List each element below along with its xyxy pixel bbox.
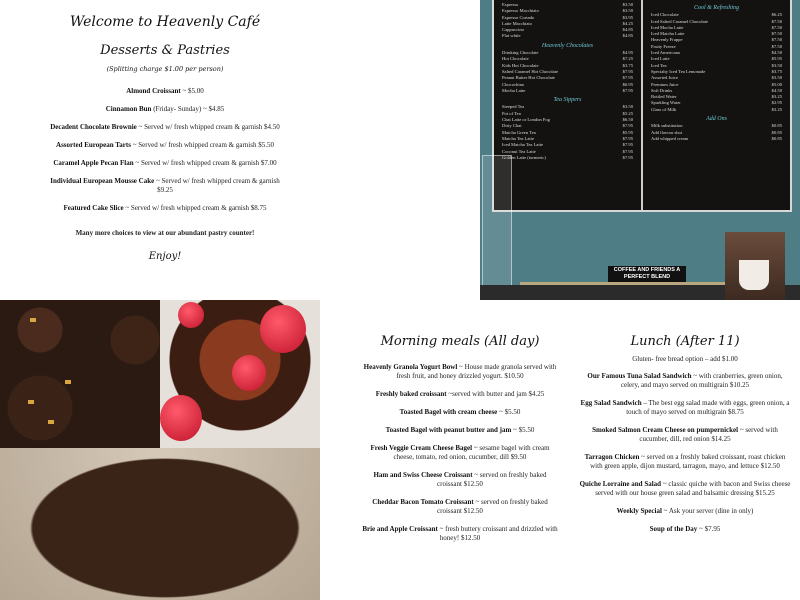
menu-item [362, 471, 558, 489]
menu-item [362, 363, 558, 381]
board-item-price: $3.50 [771, 62, 782, 68]
board-item-price: $4.85 [622, 33, 633, 39]
board-item-price: $3.50 [622, 2, 633, 7]
board-item-price: $4.25 [622, 20, 633, 26]
item-description: ~ $5.50 [511, 426, 535, 434]
splitting-note: (Splitting charge $1.00 per person) [106, 65, 224, 73]
item-name: Our Famous Tuna Salad Sandwich [587, 372, 692, 380]
item-name: Fresh Veggie Cream Cheese Bagel [370, 444, 473, 452]
item-description: ~ $7.95 [697, 525, 721, 533]
board-item-name: Iced Latte [651, 56, 670, 62]
menu-board [492, 0, 792, 212]
board-item-price: $6.50 [622, 117, 633, 123]
desserts-heading: Desserts & Pastries [100, 43, 230, 58]
board-item-name: Add whipped cream [651, 135, 689, 141]
item-name: Smoked Salmon Cream Cheese on pumpernickel [592, 426, 739, 434]
menu-item [362, 444, 558, 462]
board-item-price: $7.50 [771, 43, 782, 49]
item-description: ~ Served w/ fresh whipped cream & garnish $7.00 [133, 159, 277, 167]
cool-refreshing-heading: Cool & Refreshing [693, 5, 740, 11]
gluten-free-note: Gluten- free bread option – add $1.00 [632, 355, 738, 363]
board-item-name: Espresso Macchiato [502, 8, 539, 14]
item-name: Soup of the Day [649, 525, 698, 533]
board-item-price: $4.85 [622, 27, 633, 33]
board-item-price: $7.95 [622, 75, 633, 81]
board-item-price: $7.95 [622, 123, 633, 129]
item-description: ~ served with cucumber, dill, red onion $14.25 [639, 426, 778, 443]
board-item-price: $3.75 [622, 62, 633, 68]
board-item-price: $5.00 [771, 81, 782, 87]
menu-item [40, 87, 290, 96]
morning-heading: Morning meals (All day) [380, 334, 540, 349]
item-description: ~ sesame bagel with cream cheese, tomato, red onion, cucumber, dill $9.50 [393, 444, 550, 461]
menu-item [362, 390, 558, 399]
board-item-price: $0.85 [771, 135, 782, 141]
board-item-name: Flat white [502, 33, 521, 39]
board-item-price: $7.95 [622, 68, 633, 74]
board-item-price: $3.75 [771, 68, 782, 74]
menu-item [40, 105, 290, 114]
board-item [502, 33, 633, 39]
board-item-price: $7.50 [771, 18, 782, 24]
item-description: ~ classic quiche with bacon and Swiss cheese served with our house green salad and balsamic dressing $15.25 [595, 480, 791, 497]
board-item-price: $3.95 [622, 14, 633, 20]
glass-display [482, 155, 512, 300]
item-description: (Friday- Sunday) ~ $4.85 [151, 105, 225, 113]
menu-item [362, 498, 558, 516]
lunch-heading: Lunch (After 11) [630, 334, 740, 349]
menu-item [578, 525, 792, 534]
item-name: Heavenly Granola Yogurt Bowl [363, 363, 458, 371]
item-description: ~ fresh buttery croissant and drizzled with honey! $12.50 [437, 525, 558, 542]
board-item-name: Espresso Cortado [502, 14, 535, 20]
board-item-name: Salted Caramel Hot Chocolate [502, 68, 559, 74]
menu-item [40, 123, 290, 132]
board-item [651, 136, 782, 142]
board-item-name: Premium Juice [651, 81, 679, 87]
board-item-name: Dirty Chai [502, 123, 522, 129]
board-item-name: Add flavour shot [651, 129, 683, 135]
menu-item [578, 453, 792, 471]
item-name: Toasted Bagel with peanut butter and jam [385, 426, 512, 434]
board-item-price: $5.95 [771, 56, 782, 62]
desserts-menu [40, 14, 290, 262]
board-item-name: Assorted Juice [651, 75, 678, 81]
board-item-name: Iced Salted Caramel Chocolate [651, 18, 709, 24]
board-item-name: Soft Drinks [651, 87, 673, 93]
board-item-name: Chocochino [502, 81, 525, 87]
board-item-name: Kids Hot Chocolate [502, 62, 539, 68]
board-item-price: $7.50 [771, 31, 782, 37]
board-item [502, 88, 633, 94]
item-name: Quiche Lorraine and Salad [579, 480, 662, 488]
board-item-name: Espresso [502, 2, 519, 7]
item-description: ~ Served w/ fresh whipped cream & garnish $8.75 [123, 204, 267, 212]
item-name: Ham and Swiss Cheese Croissant [373, 471, 473, 479]
board-item-price: $3.50 [622, 8, 633, 14]
board-item-price: $3.25 [771, 94, 782, 100]
item-name: Decadent Chocolate Brownie [50, 123, 137, 131]
board-item-name: Drinking Chocolate [502, 50, 539, 56]
board-item-price: $3.50 [771, 75, 782, 81]
board-item-name: Matcha Tea Latte [502, 135, 534, 141]
item-name: Assorted European Tarts [56, 141, 131, 149]
board-item-name: Specialty Iced Tea Lemonade [651, 68, 706, 74]
menu-item [578, 507, 792, 516]
board-item-price: $2.95 [771, 100, 782, 106]
welcome-title: Welcome to Heavenly Café [69, 14, 261, 30]
enjoy-text: Enjoy! [148, 251, 182, 262]
board-item-name: Glass of Milk [651, 106, 677, 112]
board-item [651, 107, 782, 113]
item-description: ~ Served w/ fresh whipped cream & garnish $9.25 [154, 177, 280, 194]
item-description: ~ $5.00 [180, 87, 204, 95]
board-item-price: $5.95 [622, 129, 633, 135]
pastry-counter-note: Many more choices to view at our abundant pastry counter! [75, 229, 255, 237]
heavenly-chocolates-heading: Heavenly Chocolates [541, 42, 594, 49]
item-name: Weekly Special [616, 507, 662, 515]
board-item-price: $7.50 [771, 37, 782, 43]
item-description: ~ served on freshly baked croissant $12.50 [437, 471, 547, 488]
item-name: Cinnamon Bun [105, 105, 152, 113]
board-right-column [641, 0, 790, 210]
board-item-price: $0.85 [771, 129, 782, 135]
board-item-name: Steeped Tea [502, 104, 525, 110]
board-item-name: Mocha Latte [502, 87, 526, 93]
item-name: Brie and Apple Croissant [362, 525, 438, 533]
menu-item [40, 141, 290, 150]
board-item-name: Iced Americano [651, 50, 681, 56]
item-name: Featured Cake Slice [63, 204, 124, 212]
board-item-name: Peanut Butter Hot Chocolate [502, 75, 555, 81]
coffee-friends-sign: COFFEE AND FRIENDS A PERFECT BLEND [608, 266, 686, 282]
board-item-price: $4.50 [771, 87, 782, 93]
menu-item [362, 408, 558, 417]
item-description: ~ Served w/ fresh whipped cream & garnish $4.50 [136, 123, 280, 131]
item-description: ~ Ask your server (dine in only) [661, 507, 754, 515]
item-description: ~ served on freshly baked croissant $12.50 [437, 498, 548, 515]
item-name: Individual European Mousse Cake [50, 177, 155, 185]
morning-menu [362, 334, 558, 552]
board-item-price: $4.95 [622, 50, 633, 56]
menu-item [40, 159, 290, 168]
tea-sippers-heading: Tea Sippers [553, 97, 582, 104]
hot-chocolate-photo [725, 232, 785, 300]
board-item-name: Golden Latte (turmeric) [502, 154, 546, 160]
item-name: Freshly baked croissant [375, 390, 447, 398]
board-item-name: Coconut Tea Latte [502, 148, 536, 154]
board-item-name: Iced Matcha Latte [651, 31, 685, 37]
board-item-price: $3.50 [622, 104, 633, 110]
item-description: ~ served on a freshly baked croissant, roast chicken with green apple, dijon mustard, tarragon, mayo, and lettuce $12.50 [590, 453, 786, 470]
board-item-price: $7.95 [622, 87, 633, 93]
board-item-price: $7.50 [771, 24, 782, 30]
board-item-price: $4.50 [771, 50, 782, 56]
menu-item [40, 177, 290, 195]
board-item-price: $7.95 [622, 154, 633, 160]
board-item-name: Iced Chocolate [651, 12, 679, 18]
board-item [502, 155, 633, 161]
menu-item [362, 525, 558, 543]
lunch-menu [578, 334, 792, 543]
item-description: – The best egg salad made with eggs, green onion, a touch of mayo served on multigrain $8.75 [626, 399, 790, 416]
menu-item [578, 426, 792, 444]
board-item-name: Matcha Green Tea [502, 129, 536, 135]
board-item-name: Iced Mocha Latte [651, 24, 684, 30]
board-item-price: $6.95 [622, 81, 633, 87]
truffles-photo [0, 300, 160, 448]
menu-item [578, 399, 792, 417]
chalkboard-photo [480, 0, 800, 300]
board-item-name: Latte Macchiato [502, 20, 532, 26]
board-item-name: Bottled Water [651, 94, 677, 100]
raspberry-cake-photo [160, 300, 320, 448]
item-name: Tarragon Chicken [584, 453, 640, 461]
menu-item [40, 204, 290, 213]
board-item-name: Sparkling Water [651, 100, 681, 106]
item-description: ~ with cranberries, green onion, celery, and mayo served on multigrain $10.25 [620, 372, 783, 389]
board-item-name: Pot of Tea [502, 110, 521, 116]
board-item-name: Hot Chocolate [502, 56, 529, 62]
menu-item [578, 372, 792, 390]
board-item-price: $3.25 [771, 106, 782, 112]
board-item-price: $7.95 [622, 135, 633, 141]
item-description: ~ $5.50 [497, 408, 521, 416]
board-item-name: Iced Tea [651, 62, 667, 68]
item-name: Egg Salad Sandwich [580, 399, 642, 407]
board-item-price: $0.85 [771, 123, 782, 129]
board-item-price: $7.95 [622, 148, 633, 154]
board-item-name: Heavenly Frappe [651, 37, 683, 43]
board-item-price: $7.95 [622, 142, 633, 148]
item-name: Toasted Bagel with cream cheese [399, 408, 498, 416]
item-description: ~ House made granola served with fresh fruit, and honey drizzled yogurt. $10.50 [396, 363, 557, 380]
board-item-name: Chai Latte or London Fog [502, 117, 550, 123]
item-name: Caramel Apple Pecan Flan [53, 159, 134, 167]
board-left-column [494, 0, 641, 210]
item-name: Almond Croissant [126, 87, 181, 95]
board-item-name: Milk substitution [651, 123, 683, 129]
board-item-price: $7.25 [622, 56, 633, 62]
board-item-price: $5.25 [622, 110, 633, 116]
menu-item [362, 426, 558, 435]
menu-item [578, 480, 792, 498]
add-ons-heading: Add Ons [706, 116, 727, 123]
cookie-photo [0, 448, 320, 600]
board-item-price: $6.25 [771, 12, 782, 18]
board-item-name: Fruity Freeze [651, 43, 676, 49]
board-item-name: Iced Matcha Tea Latte [502, 142, 544, 148]
item-description: ~ Served w/ fresh whipped cream & garnish $5.50 [130, 141, 274, 149]
item-description: ~served with butter and jam $4.25 [446, 390, 545, 398]
dessert-photos [0, 300, 320, 600]
board-item-name: Cappuccino [502, 27, 524, 33]
item-name: Cheddar Bacon Tomato Croissant [372, 498, 474, 506]
